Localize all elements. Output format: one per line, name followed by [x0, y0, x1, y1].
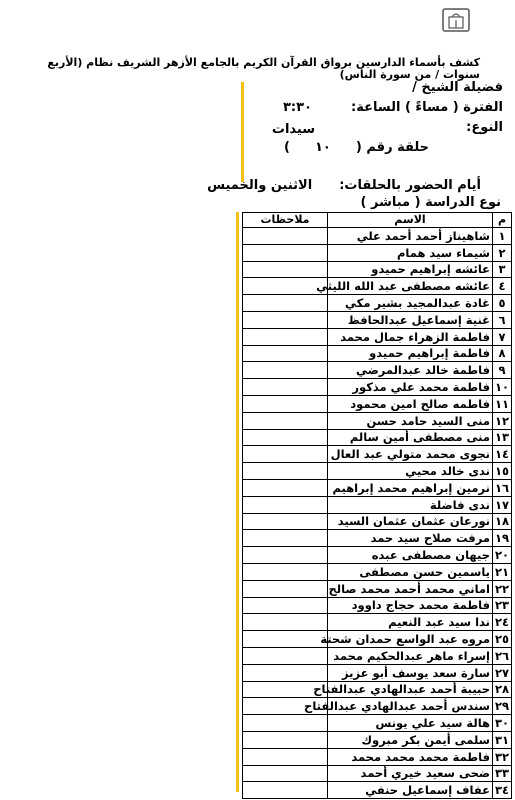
table-row: [243, 379, 512, 396]
student-name: غادة عبدالمجيد بشير مكي: [328, 295, 493, 312]
document-title: كشف بأسماء الدارسين برواق القرآن الكريم بالجامع الأزهر الشريف نظام (الأربع سنوات / من سورة الناس): [47, 56, 480, 81]
table-row: [243, 345, 512, 362]
student-name: عائشه إبراهيم حميدو: [328, 261, 493, 278]
student-name: سندس أحمد عبدالهادي عبدالفتاح: [328, 698, 493, 715]
row-number: ٢٠: [493, 547, 512, 564]
table-row: [243, 412, 512, 429]
row-number: ٢٤: [493, 614, 512, 631]
student-name: هالة سيد علي يونس: [328, 715, 493, 732]
table-row: [243, 647, 512, 664]
table-row: [243, 496, 512, 513]
student-name: مرفت صلاح سيد حمد: [328, 530, 493, 547]
student-name: فاطمة خالد عبدالمرضي: [328, 362, 493, 379]
row-number: ٢١: [493, 563, 512, 580]
row-number: ١٤: [493, 446, 512, 463]
session-time: ٣:٣٠: [282, 100, 312, 115]
table-body: [243, 228, 512, 799]
row-notes: [243, 295, 328, 312]
type-value: سيدات: [271, 122, 315, 137]
student-name: فاطمة محمد علي مذكور: [328, 379, 493, 396]
sheikh-label: فضيلة الشيخ /: [412, 80, 503, 95]
table-row: [243, 395, 512, 412]
row-notes: [243, 345, 328, 362]
period-label: الفترة ( مساءً ) الساعة:: [351, 100, 503, 115]
column-header-number: م: [493, 213, 512, 228]
row-notes: [243, 446, 328, 463]
student-name: عائشه مصطفى عبد الله الليثي: [328, 278, 493, 295]
table-row: [243, 530, 512, 547]
student-name: ندى فاضلة: [328, 496, 493, 513]
column-header-name: الاسم: [328, 213, 493, 228]
row-notes: [243, 765, 328, 782]
row-notes: [243, 731, 328, 748]
study-type: نوع الدراسة ( مباشر ): [360, 195, 501, 210]
row-number: ٣٠: [493, 715, 512, 732]
table-row: [243, 765, 512, 782]
table-row: [243, 614, 512, 631]
student-name: مروه عبد الواسع حمدان شحتة: [328, 631, 493, 648]
table-header-row: [243, 213, 512, 228]
type-label: النوع:: [466, 120, 503, 135]
table-row: [243, 463, 512, 480]
student-name: ضحى سعيد خيري أحمد: [328, 765, 493, 782]
table-row: [243, 731, 512, 748]
institution-logo: [442, 8, 470, 32]
row-notes: [243, 715, 328, 732]
row-number: ٢: [493, 244, 512, 261]
yellow-table-bar: [236, 212, 239, 792]
student-name: اماني محمد أحمد محمد صالح: [328, 580, 493, 597]
row-number: ٤: [493, 278, 512, 295]
table-row: [243, 311, 512, 328]
row-number: ١٠: [493, 379, 512, 396]
row-notes: [243, 647, 328, 664]
table-row: [243, 261, 512, 278]
row-number: ١: [493, 228, 512, 245]
row-notes: [243, 412, 328, 429]
row-number: ١٥: [493, 463, 512, 480]
row-number: ٨: [493, 345, 512, 362]
row-number: ٢٥: [493, 631, 512, 648]
row-number: ١٨: [493, 513, 512, 530]
row-notes: [243, 664, 328, 681]
student-name: شيماء سيد همام: [328, 244, 493, 261]
students-table-wrapper: [242, 212, 509, 798]
table-row: [243, 681, 512, 698]
student-name: نجوى محمد متولي عبد العال: [328, 446, 493, 463]
row-notes: [243, 362, 328, 379]
row-notes: [243, 631, 328, 648]
row-notes: [243, 311, 328, 328]
period-line: [283, 100, 503, 115]
student-name: حبيبة أحمد عبدالهادي عبدالفتاح: [328, 681, 493, 698]
student-name: جيهان مصطفى عبده: [328, 547, 493, 564]
row-number: ٦: [493, 311, 512, 328]
days-label: أيام الحضور بالحلقات:: [339, 178, 481, 193]
row-notes: [243, 429, 328, 446]
row-number: ٣: [493, 261, 512, 278]
row-number: ١٧: [493, 496, 512, 513]
table-row: [243, 362, 512, 379]
student-name: ياسمين حسن مصطفى: [328, 563, 493, 580]
row-notes: [243, 513, 328, 530]
table-row: [243, 715, 512, 732]
row-notes: [243, 547, 328, 564]
row-notes: [243, 379, 328, 396]
student-name: سارة سعد يوسف أبو عزيز: [328, 664, 493, 681]
row-number: ٧: [493, 328, 512, 345]
student-name: إسراء ماهر عبدالحكيم محمد: [328, 647, 493, 664]
row-notes: [243, 530, 328, 547]
row-number: ٣٣: [493, 765, 512, 782]
row-number: ٣٤: [493, 782, 512, 799]
student-name: فاطمة إبراهيم حميدو: [328, 345, 493, 362]
student-name: ندا سيد عبد النعيم: [328, 614, 493, 631]
row-notes: [243, 228, 328, 245]
row-number: ٣٢: [493, 748, 512, 765]
row-notes: [243, 496, 328, 513]
row-notes: [243, 463, 328, 480]
student-name: سلمى أيمن بكر مبروك: [328, 731, 493, 748]
circle-number: ١٠: [314, 140, 331, 155]
column-header-notes: ملاحظات: [243, 213, 328, 228]
row-notes: [243, 614, 328, 631]
student-name: شاهيناز أحمد أحمد علي: [328, 228, 493, 245]
table-row: [243, 429, 512, 446]
table-row: [243, 597, 512, 614]
student-name: فاطمة محمد حجاج داوود: [328, 597, 493, 614]
table-row: [243, 244, 512, 261]
row-number: ٣١: [493, 731, 512, 748]
row-number: ٩: [493, 362, 512, 379]
student-name: غنية إسماعيل عبدالحافظ: [328, 311, 493, 328]
student-name: فاطمه صالح امين محمود: [328, 395, 493, 412]
days-line: [207, 178, 481, 193]
table-row: [243, 782, 512, 799]
circle-line: [284, 140, 429, 155]
row-number: ٢٨: [493, 681, 512, 698]
row-number: ١٦: [493, 479, 512, 496]
row-number: ٢٢: [493, 580, 512, 597]
row-notes: [243, 597, 328, 614]
circle-close: ): [283, 140, 290, 155]
row-notes: [243, 395, 328, 412]
table-row: [243, 446, 512, 463]
student-name: عفاف إسماعيل حنفي: [328, 782, 493, 799]
row-notes: [243, 479, 328, 496]
student-name: منى مصطفى أمين سالم: [328, 429, 493, 446]
row-number: ١٩: [493, 530, 512, 547]
table-row: [243, 631, 512, 648]
student-name: فاطمة الزهراء جمال محمد: [328, 328, 493, 345]
row-notes: [243, 580, 328, 597]
table-row: [243, 479, 512, 496]
student-name: نرمين إبراهيم محمد إبراهيم: [328, 479, 493, 496]
table-row: [243, 228, 512, 245]
row-number: ٢٩: [493, 698, 512, 715]
row-notes: [243, 328, 328, 345]
row-number: ٢٧: [493, 664, 512, 681]
days-value: الاثنين والخميس: [207, 178, 313, 193]
table-row: [243, 580, 512, 597]
table-row: [243, 748, 512, 765]
row-number: ١٢: [493, 412, 512, 429]
table-row: [243, 664, 512, 681]
table-row: [243, 563, 512, 580]
table-row: [243, 698, 512, 715]
row-notes: [243, 244, 328, 261]
students-table: [242, 212, 512, 799]
row-notes: [243, 563, 328, 580]
table-row: [243, 328, 512, 345]
row-notes: [243, 782, 328, 799]
yellow-margin-bar: [241, 82, 244, 182]
row-number: ٥: [493, 295, 512, 312]
table-row: [243, 278, 512, 295]
student-name: نورعان عثمان عثمان السيد: [328, 513, 493, 530]
student-name: ندى خالد محيي: [328, 463, 493, 480]
student-name: منى السيد حامد حسن: [328, 412, 493, 429]
row-notes: [243, 748, 328, 765]
row-notes: [243, 278, 328, 295]
row-notes: [243, 261, 328, 278]
row-number: ١١: [493, 395, 512, 412]
table-row: [243, 547, 512, 564]
student-name: فاطمة محمد محمد محمد: [328, 748, 493, 765]
table-row: [243, 513, 512, 530]
row-number: ١٣: [493, 429, 512, 446]
table-row: [243, 295, 512, 312]
row-number: ٢٣: [493, 597, 512, 614]
row-number: ٢٦: [493, 647, 512, 664]
circle-label: حلقة رقم (: [355, 140, 429, 155]
